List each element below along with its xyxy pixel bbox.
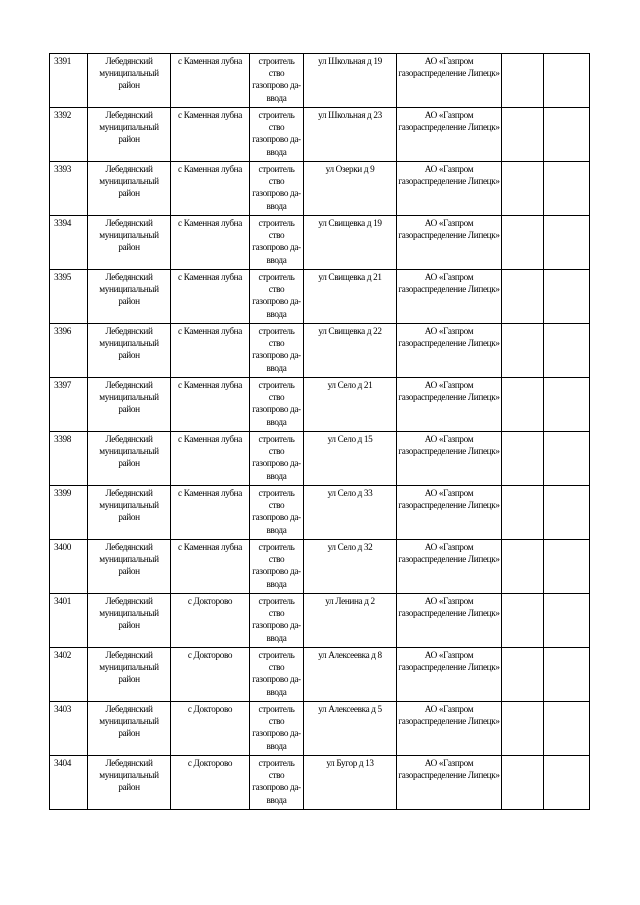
district-cell — [88, 648, 171, 702]
row-number-cell — [50, 162, 88, 216]
settlement-cell — [171, 486, 250, 540]
empty-cell-7 — [502, 216, 544, 270]
row-number-cell — [50, 216, 88, 270]
settlement-cell-text: с Каменная лубна — [178, 110, 242, 120]
work-type-cell-text: строитель ство газопрово да-ввода — [252, 218, 301, 265]
empty-cell-8 — [544, 108, 590, 162]
work-type-cell — [250, 756, 304, 810]
work-type-cell — [250, 162, 304, 216]
settlement-cell-text: с Докторово — [187, 650, 233, 660]
row-number-cell-text: 3399 — [54, 488, 71, 498]
row-number-cell-text: 3393 — [54, 164, 71, 174]
district-cell — [88, 756, 171, 810]
work-type-cell — [250, 594, 304, 648]
settlement-cell — [171, 270, 250, 324]
organization-cell — [397, 432, 502, 486]
row-number-cell — [50, 594, 88, 648]
empty-cell-8 — [544, 378, 590, 432]
empty-cell-8 — [544, 594, 590, 648]
district-cell — [88, 486, 171, 540]
settlement-cell — [171, 378, 250, 432]
work-type-cell — [250, 270, 304, 324]
settlement-cell — [171, 162, 250, 216]
settlement-cell-text: с Каменная лубна — [178, 56, 242, 66]
work-type-cell — [250, 432, 304, 486]
district-cell-text: Лебедянский муниципальный район — [99, 164, 159, 199]
row-number-cell — [50, 486, 88, 540]
settlement-cell-text: с Каменная лубна — [178, 380, 242, 390]
address-cell-text: ул Село д 32 — [327, 542, 373, 552]
address-cell-text: ул Ленина д 2 — [325, 596, 375, 606]
district-cell-text: Лебедянский муниципальный район — [99, 56, 159, 91]
organization-cell-text: АО «Газпром газораспределение Липецк» — [398, 272, 500, 295]
organization-cell — [397, 648, 502, 702]
work-type-cell-text: строитель ство газопрово да-ввода — [252, 542, 301, 589]
settlement-cell-text: с Каменная лубна — [178, 218, 242, 228]
settlement-cell-text: с Докторово — [187, 596, 233, 606]
organization-cell-text: АО «Газпром газораспределение Липецк» — [398, 596, 500, 619]
address-cell-text: ул Алексеевка д 5 — [318, 704, 382, 714]
work-type-cell-text: строитель ство газопрово да-ввода — [252, 110, 301, 157]
settlement-cell-text: с Докторово — [187, 758, 233, 768]
empty-cell-8 — [544, 648, 590, 702]
settlement-cell — [171, 648, 250, 702]
district-cell-text: Лебедянский муниципальный район — [99, 488, 159, 523]
district-cell — [88, 432, 171, 486]
address-cell-text: ул Алексеевка д 8 — [318, 650, 382, 660]
work-type-cell — [250, 216, 304, 270]
settlement-cell — [171, 108, 250, 162]
empty-cell-7 — [502, 756, 544, 810]
settlement-cell — [171, 594, 250, 648]
row-number-cell-text: 3398 — [54, 434, 71, 444]
settlement-cell — [171, 702, 250, 756]
address-cell — [304, 378, 397, 432]
organization-cell — [397, 486, 502, 540]
work-type-cell — [250, 540, 304, 594]
district-cell — [88, 594, 171, 648]
settlement-cell-text: с Каменная лубна — [178, 542, 242, 552]
organization-cell — [397, 540, 502, 594]
settlement-cell-text: с Каменная лубна — [178, 488, 242, 498]
district-cell-text: Лебедянский муниципальный район — [99, 326, 159, 361]
organization-cell-text: АО «Газпром газораспределение Липецк» — [398, 542, 500, 565]
empty-cell-7 — [502, 486, 544, 540]
table-row — [50, 162, 590, 216]
district-cell-text: Лебедянский муниципальный район — [99, 542, 159, 577]
address-cell — [304, 54, 397, 108]
address-cell-text: ул Бугор д 13 — [326, 758, 374, 768]
district-cell-text: Лебедянский муниципальный район — [99, 110, 159, 145]
empty-cell-8 — [544, 486, 590, 540]
settlement-cell-text: с Каменная лубна — [178, 434, 242, 444]
table-row — [50, 270, 590, 324]
organization-cell-text: АО «Газпром газораспределение Липецк» — [398, 56, 500, 79]
empty-cell-7 — [502, 378, 544, 432]
row-number-cell-text: 3404 — [54, 758, 71, 768]
district-cell-text: Лебедянский муниципальный район — [99, 218, 159, 253]
settlement-cell-text: с Каменная лубна — [178, 272, 242, 282]
organization-cell-text: АО «Газпром газораспределение Липецк» — [398, 704, 500, 727]
table-row — [50, 648, 590, 702]
district-cell — [88, 702, 171, 756]
organization-cell — [397, 324, 502, 378]
district-cell — [88, 216, 171, 270]
address-cell-text: ул Школьная д 23 — [318, 110, 382, 120]
work-type-cell — [250, 486, 304, 540]
work-type-cell — [250, 648, 304, 702]
address-cell-text: ул Село д 15 — [327, 434, 373, 444]
table-row — [50, 594, 590, 648]
address-cell-text: ул Свищевка д 21 — [318, 272, 382, 282]
empty-cell-8 — [544, 270, 590, 324]
address-cell — [304, 432, 397, 486]
row-number-cell-text: 3403 — [54, 704, 71, 714]
work-type-cell-text: строитель ство газопрово да-ввода — [252, 272, 301, 319]
row-number-cell — [50, 378, 88, 432]
settlement-cell-text: с Каменная лубна — [178, 164, 242, 174]
table-row — [50, 432, 590, 486]
row-number-cell-text: 3397 — [54, 380, 71, 390]
empty-cell-7 — [502, 162, 544, 216]
work-type-cell — [250, 108, 304, 162]
address-cell-text: ул Село д 33 — [327, 488, 373, 498]
district-cell — [88, 540, 171, 594]
address-cell — [304, 216, 397, 270]
row-number-cell-text: 3394 — [54, 218, 71, 228]
settlement-cell — [171, 216, 250, 270]
records-table — [49, 53, 590, 810]
work-type-cell-text: строитель ство газопрово да-ввода — [252, 650, 301, 697]
row-number-cell-text: 3391 — [54, 56, 71, 66]
row-number-cell — [50, 108, 88, 162]
organization-cell — [397, 756, 502, 810]
organization-cell — [397, 54, 502, 108]
organization-cell-text: АО «Газпром газораспределение Липецк» — [398, 758, 500, 781]
organization-cell — [397, 162, 502, 216]
work-type-cell-text: строитель ство газопрово да-ввода — [252, 704, 301, 751]
table-row — [50, 54, 590, 108]
address-cell — [304, 540, 397, 594]
empty-cell-8 — [544, 702, 590, 756]
empty-cell-7 — [502, 540, 544, 594]
empty-cell-7 — [502, 108, 544, 162]
work-type-cell-text: строитель ство газопрово да-ввода — [252, 164, 301, 211]
address-cell — [304, 756, 397, 810]
work-type-cell — [250, 324, 304, 378]
table-row — [50, 378, 590, 432]
organization-cell — [397, 108, 502, 162]
row-number-cell-text: 3392 — [54, 110, 71, 120]
settlement-cell — [171, 432, 250, 486]
district-cell-text: Лебедянский муниципальный район — [99, 596, 159, 631]
empty-cell-7 — [502, 324, 544, 378]
address-cell — [304, 486, 397, 540]
empty-cell-7 — [502, 54, 544, 108]
address-cell — [304, 162, 397, 216]
work-type-cell-text: строитель ство газопрово да-ввода — [252, 596, 301, 643]
address-cell — [304, 270, 397, 324]
district-cell-text: Лебедянский муниципальный район — [99, 272, 159, 307]
organization-cell-text: АО «Газпром газораспределение Липецк» — [398, 650, 500, 673]
address-cell-text: ул Свищевка д 22 — [318, 326, 382, 336]
empty-cell-7 — [502, 432, 544, 486]
address-cell-text: ул Школьная д 19 — [318, 56, 382, 66]
table-body — [50, 54, 590, 810]
row-number-cell-text: 3395 — [54, 272, 71, 282]
district-cell — [88, 54, 171, 108]
empty-cell-8 — [544, 432, 590, 486]
work-type-cell — [250, 702, 304, 756]
empty-cell-8 — [544, 324, 590, 378]
address-cell-text: ул Озерки д 9 — [325, 164, 375, 174]
organization-cell-text: АО «Газпром газораспределение Липецк» — [398, 488, 500, 511]
district-cell-text: Лебедянский муниципальный район — [99, 704, 159, 739]
organization-cell-text: АО «Газпром газораспределение Липецк» — [398, 380, 500, 403]
settlement-cell — [171, 324, 250, 378]
table-row — [50, 540, 590, 594]
work-type-cell-text: строитель ство газопрово да-ввода — [252, 326, 301, 373]
district-cell — [88, 324, 171, 378]
district-cell-text: Лебедянский муниципальный район — [99, 650, 159, 685]
table-row — [50, 324, 590, 378]
organization-cell — [397, 594, 502, 648]
work-type-cell — [250, 378, 304, 432]
address-cell — [304, 594, 397, 648]
row-number-cell — [50, 702, 88, 756]
empty-cell-8 — [544, 216, 590, 270]
empty-cell-8 — [544, 540, 590, 594]
organization-cell-text: АО «Газпром газораспределение Липецк» — [398, 110, 500, 133]
row-number-cell — [50, 756, 88, 810]
empty-cell-8 — [544, 756, 590, 810]
empty-cell-7 — [502, 270, 544, 324]
organization-cell — [397, 216, 502, 270]
organization-cell-text: АО «Газпром газораспределение Липецк» — [398, 434, 500, 457]
work-type-cell-text: строитель ство газопрово да-ввода — [252, 488, 301, 535]
district-cell — [88, 162, 171, 216]
district-cell-text: Лебедянский муниципальный район — [99, 758, 159, 793]
row-number-cell — [50, 324, 88, 378]
work-type-cell-text: строитель ство газопрово да-ввода — [252, 434, 301, 481]
organization-cell — [397, 270, 502, 324]
row-number-cell — [50, 270, 88, 324]
row-number-cell-text: 3396 — [54, 326, 71, 336]
organization-cell-text: АО «Газпром газораспределение Липецк» — [398, 326, 500, 349]
row-number-cell-text: 3400 — [54, 542, 71, 552]
settlement-cell-text: с Докторово — [187, 704, 233, 714]
table-row — [50, 486, 590, 540]
district-cell — [88, 378, 171, 432]
table-row — [50, 756, 590, 810]
row-number-cell — [50, 432, 88, 486]
row-number-cell-text: 3401 — [54, 596, 71, 606]
work-type-cell-text: строитель ство газопрово да-ввода — [252, 380, 301, 427]
row-number-cell — [50, 540, 88, 594]
empty-cell-8 — [544, 162, 590, 216]
empty-cell-7 — [502, 594, 544, 648]
row-number-cell — [50, 54, 88, 108]
work-type-cell-text: строитель ство газопрово да-ввода — [252, 56, 301, 103]
empty-cell-8 — [544, 54, 590, 108]
address-cell — [304, 324, 397, 378]
empty-cell-7 — [502, 648, 544, 702]
organization-cell — [397, 378, 502, 432]
district-cell-text: Лебедянский муниципальный район — [99, 380, 159, 415]
address-cell-text: ул Село д 21 — [327, 380, 373, 390]
settlement-cell — [171, 54, 250, 108]
row-number-cell-text: 3402 — [54, 650, 71, 660]
row-number-cell — [50, 648, 88, 702]
settlement-cell — [171, 540, 250, 594]
table-row — [50, 108, 590, 162]
district-cell — [88, 108, 171, 162]
address-cell — [304, 702, 397, 756]
work-type-cell — [250, 54, 304, 108]
district-cell — [88, 270, 171, 324]
organization-cell-text: АО «Газпром газораспределение Липецк» — [398, 164, 500, 187]
settlement-cell — [171, 756, 250, 810]
district-cell-text: Лебедянский муниципальный район — [99, 434, 159, 469]
address-cell-text: ул Свищевка д 19 — [318, 218, 382, 228]
organization-cell-text: АО «Газпром газораспределение Липецк» — [398, 218, 500, 241]
organization-cell — [397, 702, 502, 756]
empty-cell-7 — [502, 702, 544, 756]
work-type-cell-text: строитель ство газопрово да-ввода — [252, 758, 301, 805]
address-cell — [304, 108, 397, 162]
address-cell — [304, 648, 397, 702]
table-row — [50, 702, 590, 756]
table-row — [50, 216, 590, 270]
settlement-cell-text: с Каменная лубна — [178, 326, 242, 336]
